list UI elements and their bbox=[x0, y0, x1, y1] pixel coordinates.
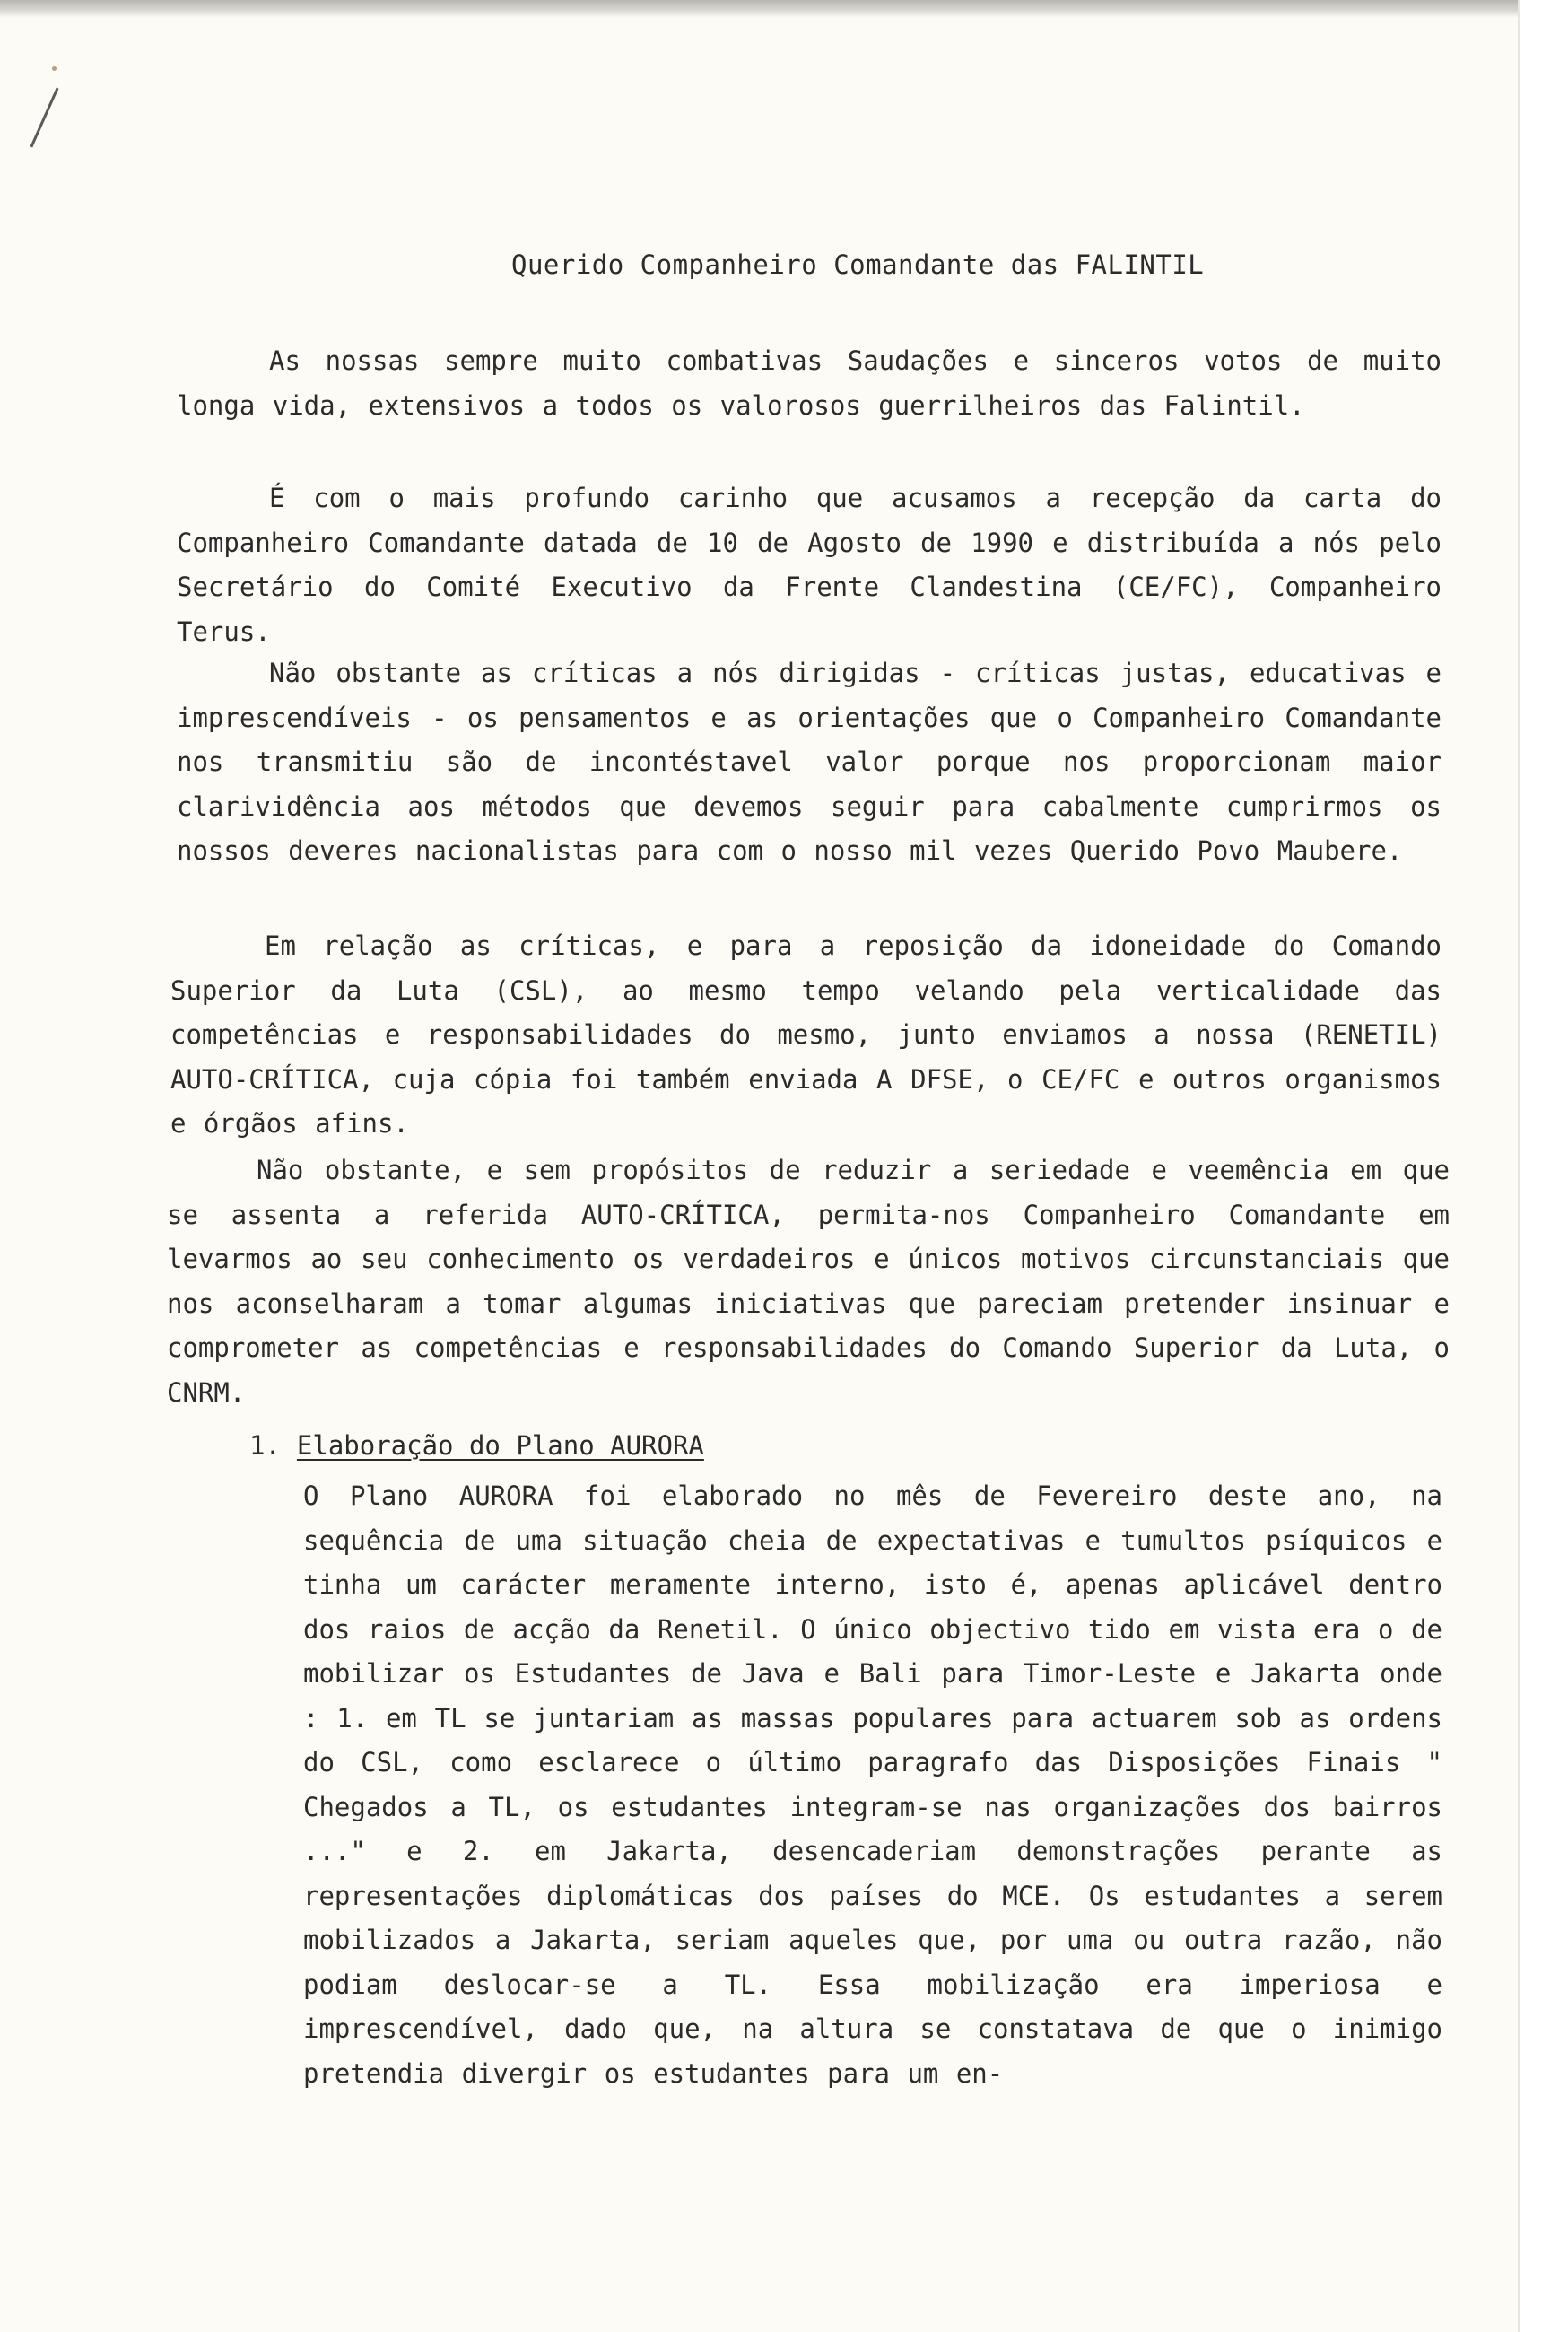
paragraph-criticism: Não obstante as críticas a nós dirigidas - críticas justas, educativas e imprescendíveis - os pensamentos e as orientações que o Companheiro Comandante nos transmitiu são de incontéstavel valor porque nos proporcionam maior clarividência aos métodos que devemos seguir para cabalmente cumprirmos os nossos deveres nacionalistas para com o nosso mil vezes Querido Povo Maubere. bbox=[177, 658, 1442, 866]
section-number: 1. bbox=[249, 1430, 281, 1461]
scan-speck bbox=[52, 66, 57, 71]
handwritten-slash-mark bbox=[30, 88, 58, 148]
section-heading bbox=[249, 1430, 704, 1461]
paragraph-greetings: As nossas sempre muito combativas Saudações e sinceros votos de muito longa vida, extensivos a todos os valorosos guerrilheiros das Falintil. bbox=[177, 345, 1442, 421]
section-title: Elaboração do Plano AURORA bbox=[296, 1430, 704, 1461]
letter-salutation: Querido Companheiro Comandante das FALINTIL bbox=[511, 249, 1205, 280]
section-body: O Plano AURORA foi elaborado no mês de Fevereiro deste ano, na sequência de uma situação cheia de expectativas e tumultos psíquicos e tinha um carácter meramente interno, isto é, apenas aplicável dentro dos raios de acção da Renetil. O único objectivo tido em vista era o de mobilizar os Estudantes de Java e Bali para Timor-Leste e Jakarta onde : 1. em TL se juntariam as massas populares para actuarem sob as ordens do CSL, como esclarece o último paragrafo das Disposições Finais " Chegados a TL, os estudantes integram-se nas organizações dos bairros ..." e 2. em Jakarta, desencaderiam demonstrações perante as representações diplomáticas dos países do MCE. Os estudantes a serem mobilizados a Jakarta, seriam aqueles que, por uma ou outra razão, não podiam deslocar-se a TL. Essa mobilização era imperiosa e imprescendível, dado que, na altura se constatava de que o inimigo pretendia divergir os estudantes para um en- bbox=[303, 1480, 1442, 2089]
scan-top-edge bbox=[0, 0, 1518, 18]
paragraph-self-criticism: Em relação as críticas, e para a reposição da idoneidade do Comando Superior da Luta (CSL), ao mesmo tempo velando pela verticalidade das competências e responsabilidades do mesmo, junto enviamos a nossa (RENETIL) AUTO-CRÍTICA, cuja cópia foi também enviada A DFSE, o CE/FC e outros organismos e órgãos afins. bbox=[170, 930, 1442, 1139]
paragraph-motives: Não obstante, e sem propósitos de reduzir a seriedade e veemência em que se assenta a referida AUTO-CRÍTICA, permita-nos Companheiro Comandante em levarmos ao seu conhecimento os verdadeiros e únicos motivos circunstanciais que nos aconselharam a tomar algumas iniciativas que pareciam pretender insinuar e comprometer as competências e responsabilidades do Comando Superior da Luta, o CNRM. bbox=[167, 1155, 1450, 1408]
paragraph-acknowledgement: É com o mais profundo carinho que acusamos a recepção da carta do Companheiro Comandante datada de 10 de Agosto de 1990 e distribuída a nós pelo Secretário do Comité Executivo da Frente Clandestina (CE/FC), Companheiro Terus. bbox=[177, 483, 1442, 647]
